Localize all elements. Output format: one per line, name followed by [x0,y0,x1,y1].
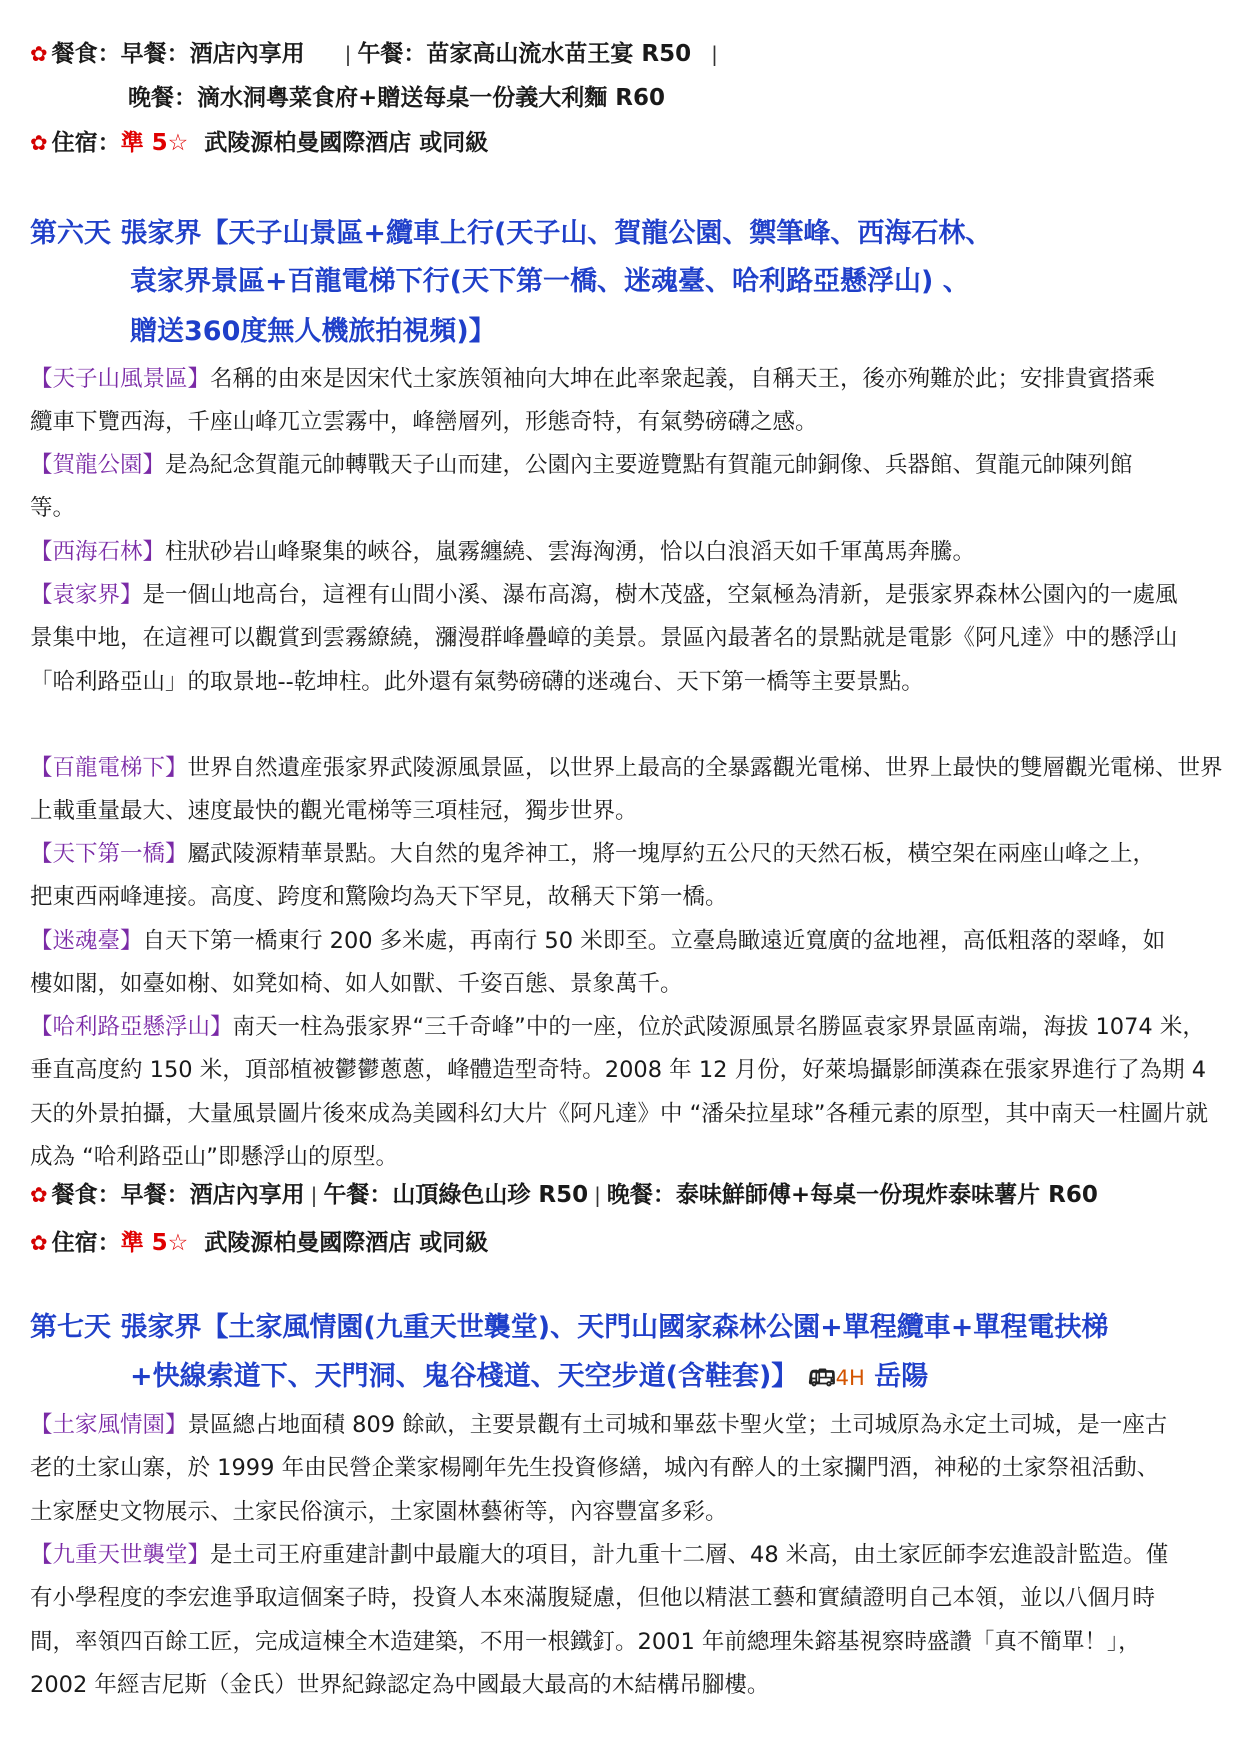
flower-icon: ✿ [30,42,48,66]
stay-label: 住宿： [51,1230,121,1256]
meal-label: 餐食： [51,41,121,67]
day5-dinner-line [128,83,665,113]
flower-icon: ✿ [30,1183,48,1207]
travel-duration: 4H [835,1366,865,1390]
section-hallelujah-mountain [30,1006,1220,1179]
hotel-name: 武陵源柏曼國際酒店 或同級 [204,130,489,156]
day6-meal-line [30,1180,1098,1210]
breakfast: 早餐：酒店內享用 [120,41,305,67]
section-tujia-park [30,1404,1180,1534]
section-text: 景區總占地面積 809 餘畝，主要景觀有土司城和畢茲卡聖火堂；土司城原為永定土司城，是一座古老的土家山寨，於 1999 年由民營企業家楊剛年先生投資修繕，城內有醉人的土家攔門酒，神秘的土家祭祖活動、土家歷史文物展示、土家民俗演示，土家園林藝術等，內容豐富多彩。 [30,1412,1168,1525]
day7-title-line1: 第七天 張家界【土家風情園(九重天世襲堂)、天門山國家森林公園+單程纜車+單程電扶梯 [30,1312,1109,1343]
section-text: 屬武陵源精華景點。大自然的鬼斧神工，將一塊厚約五公尺的天然石板，橫空架在兩座山峰之上，把東西兩峰連接。高度、跨度和驚險均為天下罕見，故稱天下第一橋。 [30,841,1156,911]
section-tag: 【賀龍公園】 [30,452,166,478]
section-tag: 【百龍電梯下】 [30,755,188,781]
section-xihai-stone-forest [30,531,1225,574]
section-text: 世界自然遺産張家界武陵源風景區，以世界上最高的全暴露觀光電梯、世界上最快的雙層觀光電梯、世界上載重量最大、速度最快的觀光電梯等三項桂冠，獨步世界。 [30,755,1223,825]
section-text: 是一個山地高台，這裡有山間小溪、瀑布高瀉，樹木茂盛，空氣極為清新，是張家界森林公園內的一處風景集中地，在這裡可以觀賞到雲霧繚繞，瀰漫群峰疊嶂的美景。景區內最著名的景點就是電影《阿凡達》中的懸浮山「哈利路亞山」的取景地--乾坤柱。此外還有氣勢磅礴的迷魂台、天下第一橋等主要景點。 [30,582,1178,695]
section-text: 自天下第一橋東行 200 多米處，再南行 50 米即至。立臺鳥瞰遠近寬廣的盆地裡，高低粗落的翠峰，如樓如閣，如臺如榭、如凳如椅、如人如獸、千姿百態、景象萬千。 [30,928,1166,998]
hotel-name: 武陵源柏曼國際酒店 或同級 [204,1230,489,1256]
dinner: 晚餐：泰味鮮師傅+每桌一份現炸泰味薯片 R60 [606,1182,1098,1208]
section-text: 是為紀念賀龍元帥轉戰天子山而建，公園內主要遊覽點有賀龍元帥銅像、兵器館、賀龍元帥陳列館等。 [30,452,1133,522]
section-jiuchongtian [30,1534,1180,1707]
section-tag: 【九重天世襲堂】 [30,1542,211,1568]
hotel-star-rating: 準 5☆ [120,130,189,156]
day6-title-line1: 第六天 張家界【天子山景區+纜車上行(天子山、賀龍公園、禦筆峰、西海石林、 [30,218,993,249]
dinner: 晚餐：滴水洞粵菜食府+贈送每桌一份義大利麵 R60 [128,85,665,111]
separator: | [594,1183,601,1207]
section-helong-park [30,444,1165,531]
section-text: 南天一柱為張家界“三千奇峰”中的一座，位於武陵源風景名勝區袁家界景區南端，海拔 1074 米，垂直高度約 150 米，頂部植被鬱鬱蔥蔥，峰體造型奇特。2008 年 12 月份，好萊塢攝影師漢森在張家界進行了為期 4 天的外景拍攝，大量風景圖片後來成為美國科幻大片《阿凡達》中 “潘朵拉星球”各種元素的原型，其中南天一柱圖片就成為 “哈利路亞山”即懸浮山的原型。 [30,1014,1208,1170]
section-tag: 【土家風情園】 [30,1412,188,1438]
section-tag: 【西海石林】 [30,539,166,565]
day7-title-line2 [130,1360,928,1396]
section-text: 名稱的由來是因宋代土家族領袖向大坤在此率衆起義，自稱天王，後亦殉難於此；安排貴賓搭乘纜車下覽西海，千座山峰兀立雲霧中，峰巒層列，形態奇特，有氣勢磅礴之感。 [30,366,1156,436]
day6-stay-line [30,1228,488,1258]
section-text: 是土司王府重建計劃中最龐大的項目，計九重十二層、48 米高，由土家匠師李宏進設計監造。僅有小學程度的李宏進爭取這個案子時，投資人本來滿腹疑慮，但他以精湛工藝和實績證明自己本領，並以八個月時間，率領四百餘工匠，完成這棟全木造建築，不用一根鐵釘。2001 年前總理朱鎔基視察時盛讚「真不簡單！」，2002 年經吉尼斯（金氏）世界紀錄認定為中國最大最高的木結構吊腳樓。 [30,1542,1169,1698]
section-yuanjiajie [30,574,1180,704]
separator: | [310,1183,318,1207]
meal-label: 餐食： [51,1182,121,1208]
section-first-bridge [30,833,1170,920]
breakfast: 早餐：酒店內享用 [120,1182,305,1208]
stay-label: 住宿： [51,130,121,156]
section-bailong-elevator [30,747,1230,834]
section-tag: 【哈利路亞懸浮山】 [30,1014,233,1040]
section-tianzishan [30,358,1165,445]
section-mihun-platform [30,920,1170,1007]
section-tag: 【迷魂臺】 [30,928,143,954]
flower-icon: ✿ [30,131,48,155]
day5-stay-line [30,128,488,158]
bus-icon: 🚌︎ [807,1366,836,1391]
separator: | [711,42,718,66]
section-tag: 【袁家界】 [30,582,143,608]
section-text: 柱狀砂岩山峰聚集的峽谷，嵐霧纏繞、雲海洶湧，恰以白浪滔天如千軍萬馬奔騰。 [165,539,976,565]
section-tag: 【天子山風景區】 [30,366,211,392]
flower-icon: ✿ [30,1231,48,1255]
hotel-star-rating: 準 5☆ [120,1230,189,1256]
lunch: 午餐：苗家高山流水苗王宴 R50 [357,41,692,67]
destination: 岳陽 [874,1361,929,1392]
lunch: 午餐：山頂綠色山珍 R50 [323,1182,589,1208]
day6-title-line2: 袁家界景區+百龍電梯下行(天下第一橋、迷魂臺、哈利路亞懸浮山) 、 [130,266,970,297]
day7-title-part: +快線索道下、天門洞、鬼谷棧道、天空步道(含鞋套)】 [130,1361,799,1392]
day6-title-line3: 贈送360度無人機旅拍視頻)】 [130,316,496,347]
separator: | [344,42,352,66]
day5-meal-line [30,39,724,69]
section-tag: 【天下第一橋】 [30,841,188,867]
